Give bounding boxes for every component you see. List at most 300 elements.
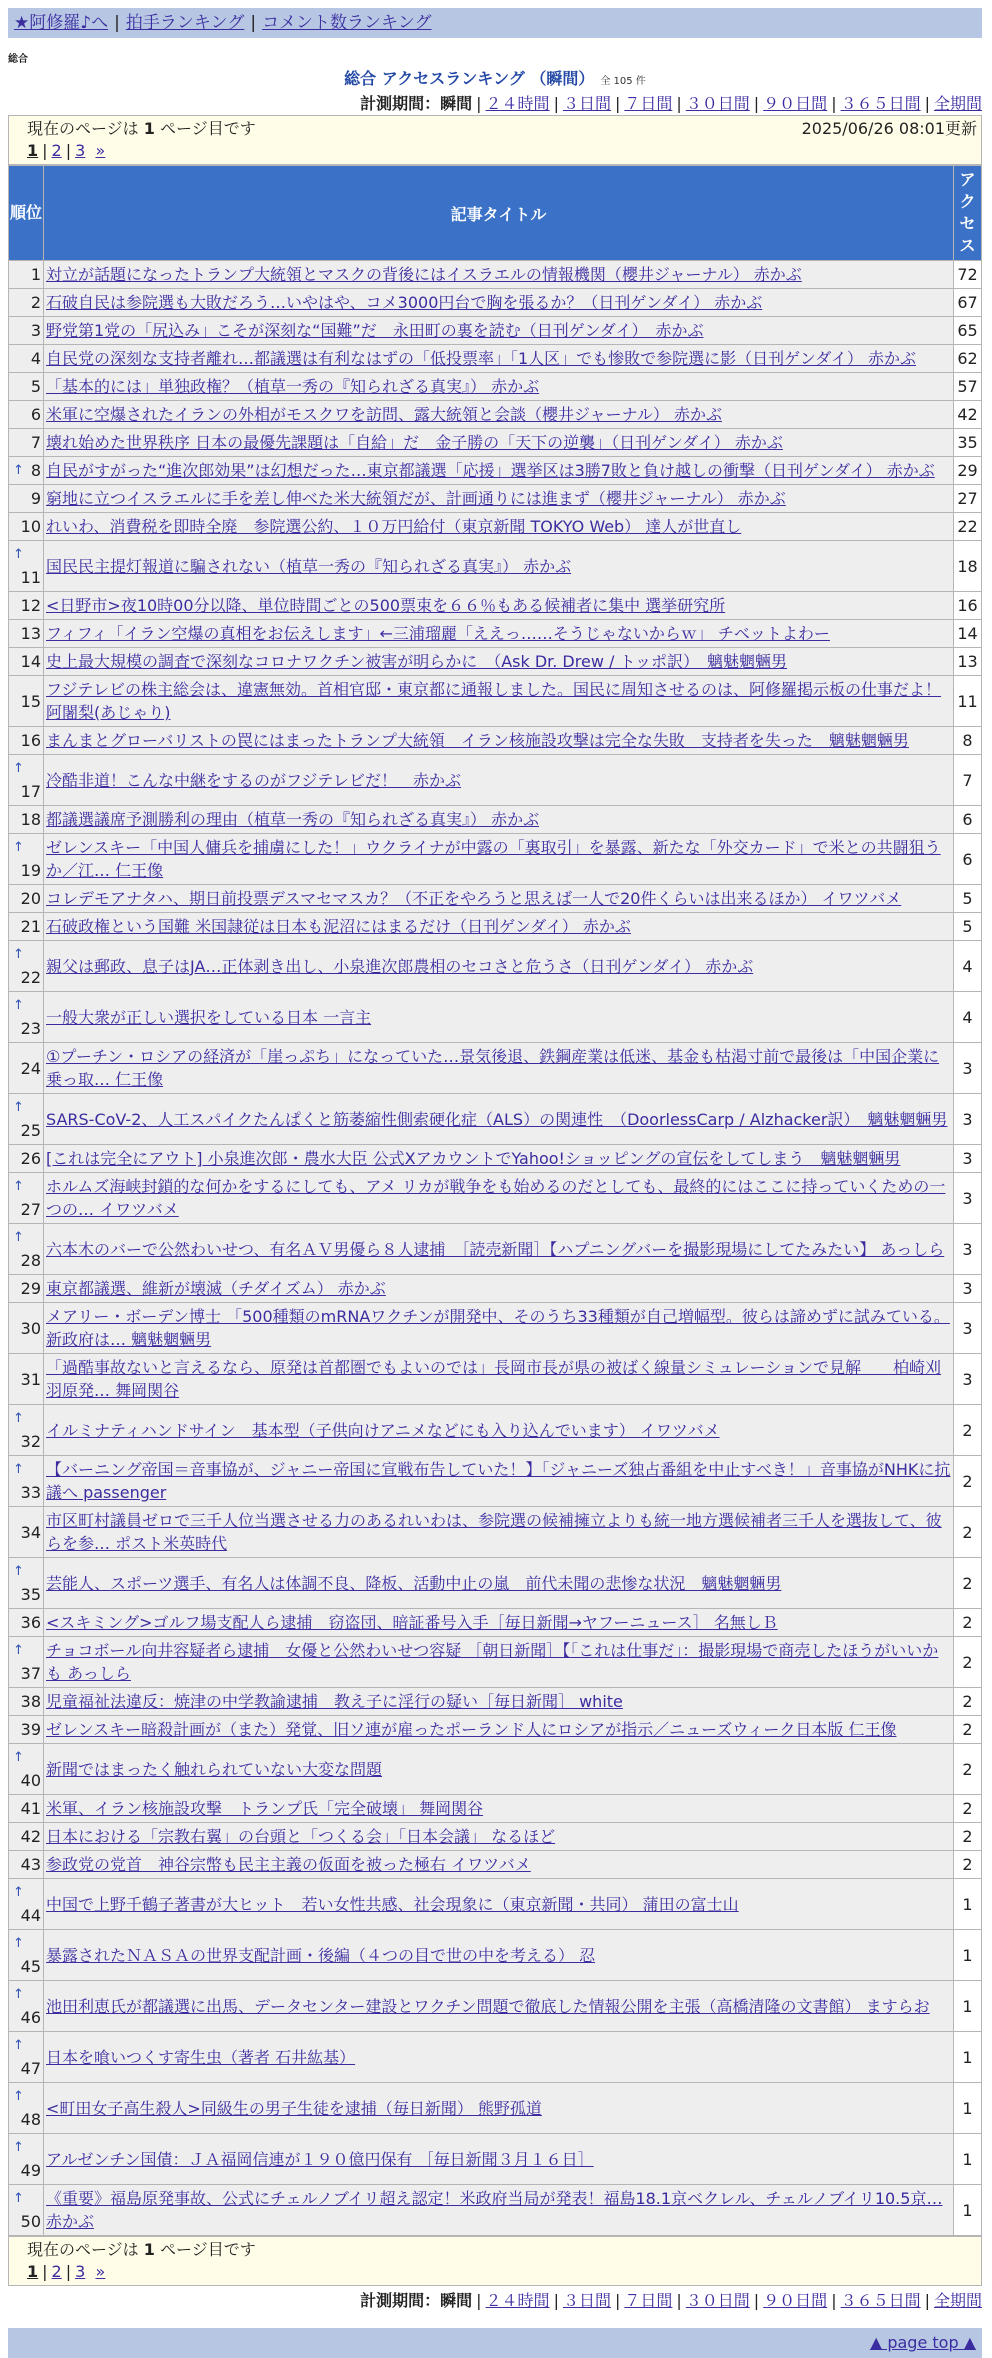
- rank-number: 44: [20, 1906, 41, 1925]
- rank-cell: [9, 2185, 44, 2236]
- rank-header: 順位: [9, 166, 44, 261]
- period-separator: |: [924, 94, 930, 113]
- rank-number: 1: [30, 265, 41, 284]
- access-count: 65: [954, 317, 982, 345]
- title-cell: [44, 261, 954, 289]
- pager-separator: |: [42, 141, 48, 160]
- article-link[interactable]: 日本を喰いつくす寄生虫（著者 石井紘基）: [46, 2047, 356, 2067]
- access-count: 1: [954, 1879, 982, 1930]
- title-cell: [44, 1456, 954, 1507]
- rank-number: 37: [20, 1664, 41, 1683]
- page-title: 総合 アクセスランキング （瞬間）: [344, 69, 595, 88]
- table-row: [9, 620, 982, 648]
- access-count: 2: [954, 1507, 982, 1558]
- title-cell: [44, 992, 954, 1043]
- period-separator: |: [614, 94, 621, 113]
- access-count: 3: [954, 1303, 982, 1354]
- rank-cell: [9, 913, 44, 941]
- article-link[interactable]: 米軍、イラン核施設攻撃 トランプ氏「完全破壊」 舞岡関谷: [46, 1799, 484, 1818]
- rank-number: 30: [20, 1318, 41, 1338]
- period-link[interactable]: ２４時間: [485, 2291, 550, 2310]
- rank-cell: [9, 1716, 44, 1744]
- article-link[interactable]: 池田利恵氏が都議選に出馬、データセンター建設とワクチン問題で徹底した情報公開を主張（高橋清隆の文書館） ますらお: [46, 1996, 930, 2016]
- rank-cell: [9, 1094, 44, 1145]
- updated-timestamp: 2025/06/26 08:01更新: [801, 119, 977, 138]
- access-count: 3: [954, 1043, 982, 1094]
- table-row: [9, 806, 982, 834]
- pager-link[interactable]: 3: [75, 141, 86, 160]
- rank-number: 8: [30, 461, 41, 480]
- title-cell: [44, 1354, 954, 1405]
- title-cell: [44, 676, 954, 727]
- access-count: 62: [954, 345, 982, 373]
- period-link[interactable]: ３０日間: [685, 94, 750, 113]
- article-link[interactable]: イルミナティハンドサイン 基本型（子供向けアニメなどにも入り込んでいます） イワツバメ: [46, 1420, 720, 1440]
- title-cell: [44, 1795, 954, 1823]
- rank-cell: [9, 261, 44, 289]
- title-cell: [44, 289, 954, 317]
- rank-cell: [9, 1043, 44, 1094]
- period-link[interactable]: ７日間: [624, 2291, 673, 2310]
- rank-number: 49: [20, 2161, 41, 2180]
- access-count: 57: [954, 373, 982, 401]
- rank-cell: [9, 1145, 44, 1173]
- rank-cell: [9, 373, 44, 401]
- table-row: [9, 2134, 982, 2185]
- rank-number: 18: [20, 810, 41, 829]
- access-count: 2: [954, 1795, 982, 1823]
- title-cell: [44, 2083, 954, 2134]
- rank-number: 39: [20, 1720, 41, 1739]
- rank-cell: [9, 885, 44, 913]
- title-cell: [44, 1507, 954, 1558]
- title-cell: [44, 648, 954, 676]
- rank-cell: [9, 485, 44, 513]
- rank-number: 34: [20, 1522, 41, 1542]
- up-arrow-icon: ↑: [13, 1936, 24, 1951]
- page-info-box-bottom: [8, 2236, 982, 2286]
- title-cell: [44, 1145, 954, 1173]
- period-separator: |: [476, 94, 482, 113]
- article-link[interactable]: 「過酷事故ないと言えるなら、原発は首都圏でもよいのでは」長岡市長が県の被ばく線量シミュレーションで見解 柏崎刈羽原発… 舞岡関谷: [46, 1358, 942, 1400]
- up-arrow-icon: ↑: [13, 463, 24, 478]
- title-cell: [44, 1688, 954, 1716]
- article-link[interactable]: アルゼンチン国債：ＪＡ福岡信連が１９０億円保有 ［毎日新聞３月１６日］: [46, 2149, 594, 2169]
- current-page-text: 現在のページは 1 ページ目です: [27, 2240, 256, 2259]
- rank-number: 3: [30, 321, 41, 340]
- title-cell: [44, 727, 954, 755]
- nav-separator: |: [114, 13, 120, 33]
- rank-number: 24: [20, 1058, 41, 1078]
- title-cell: [44, 513, 954, 541]
- rank-number: 47: [20, 2059, 41, 2078]
- rank-cell: [9, 941, 44, 992]
- nav-separator: |: [250, 13, 257, 33]
- access-count: 29: [954, 457, 982, 485]
- rank-cell: [9, 1173, 44, 1224]
- article-link[interactable]: 《重要》福島原発事故、公式にチェルノブイリ超え認定！米政府当局が発表！福島18.1京ベクレル、チェルノブイリ10.5京… 赤かぶ: [46, 2189, 943, 2231]
- article-link[interactable]: 市区町村議員ゼロで三千人位当選させる力のあるれいわは、参院選の候補擁立よりも統一地方選候補者三千人を選抜して、彼らを参… ポスト米英時代: [46, 1511, 942, 1553]
- article-link[interactable]: <日野市>夜10時00分以降、単位時間ごとの500票束を６６％もある候補者に集中 選挙研究所: [46, 596, 726, 615]
- period-separator: |: [753, 94, 760, 113]
- article-link[interactable]: 「基本的には」単独政権？（植草一秀の『知られざる真実』） 赤かぶ: [46, 377, 540, 396]
- rank-number: 27: [20, 1200, 41, 1219]
- rank-cell: [9, 1879, 44, 1930]
- article-link[interactable]: 野党第1党の「尻込み」こそが深刻な“国難”だ 永田町の裏を読む（日刊ゲンダイ） 赤かぶ: [46, 321, 704, 340]
- rank-number: 15: [20, 691, 41, 711]
- access-count: 35: [954, 429, 982, 457]
- access-count: 4: [954, 992, 982, 1043]
- table-row: [9, 1609, 982, 1637]
- rank-cell: [9, 1275, 44, 1303]
- access-count: 42: [954, 401, 982, 429]
- period-link[interactable]: ２４時間: [485, 94, 550, 113]
- table-row: [9, 1930, 982, 1981]
- rank-cell: [9, 457, 44, 485]
- table-row: [9, 676, 982, 727]
- article-link[interactable]: メアリー・ボーデン博士 「500種類のmRNAワクチンが開発中、そのうち33種類が自己増幅型。彼らは諦めずに試みている。新政府は… 魑魅魍魎男: [46, 1307, 950, 1349]
- access-count: 7: [954, 755, 982, 806]
- access-count: 2: [954, 1851, 982, 1879]
- article-link[interactable]: 親父は郵政、息子はJA…正体剥き出し、小泉進次郎農相のセコさと危うさ（日刊ゲンダイ） 赤かぶ: [46, 956, 754, 976]
- title-cell: [44, 1275, 954, 1303]
- article-link[interactable]: 対立が話題になったトランプ大統領とマスクの背後にはイスラエルの情報機関（櫻井ジャーナル） 赤かぶ: [46, 265, 802, 284]
- access-count: 1: [954, 2083, 982, 2134]
- rank-cell: [9, 806, 44, 834]
- rank-number: 50: [20, 2212, 41, 2231]
- access-count: 3: [954, 1275, 982, 1303]
- access-count: 2: [954, 1716, 982, 1744]
- rank-number: 25: [20, 1121, 41, 1140]
- access-count: 2: [954, 1405, 982, 1456]
- article-link[interactable]: [これは完全にアウト] 小泉進次郎・農水大臣 公式XアカウントでYahoo!ショッピングの宣伝をしてしまう 魑魅魍魎男: [46, 1149, 901, 1168]
- title-cell: [44, 2185, 954, 2236]
- table-row: [9, 1173, 982, 1224]
- rank-number: 38: [20, 1692, 41, 1711]
- title-cell: [44, 1823, 954, 1851]
- rank-cell: [9, 513, 44, 541]
- rank-cell: [9, 1823, 44, 1851]
- up-arrow-icon: ↑: [13, 2140, 24, 2155]
- article-link[interactable]: ゼレンスキー「中国人傭兵を捕虜にした！」ウクライナが中露の「裏取引」を暴露、新たな「外交カード」で米との共闘狙うか／江… 仁王像: [46, 838, 941, 880]
- article-link[interactable]: 児童福祉法違反：焼津の中学教諭逮捕 教え子に淫行の疑い［毎日新聞］ white: [46, 1692, 623, 1711]
- article-link[interactable]: ホルムズ海峡封鎖的な何かをするにしても、アメ リカが戦争をも始めるのだとしても、最終的にはここに持っていくための一つの… イワツバメ: [46, 1177, 946, 1219]
- title-cell: [44, 1637, 954, 1688]
- title-cell: [44, 1981, 954, 2032]
- article-link[interactable]: 自民がすがった“進次郎効果”は幻想だった…東京都議選「応援」選挙区は3勝7敗と負け越しの衝撃（日刊ゲンダイ） 赤かぶ: [46, 461, 935, 480]
- table-row: [9, 885, 982, 913]
- article-link[interactable]: まんまとグローバリストの罠にはまったトランプ大統領 イラン核施設攻撃は完全な失敗 支持者を失った 魑魅魍魎男: [46, 731, 909, 750]
- rank-number: 29: [20, 1279, 41, 1298]
- rank-number: 46: [20, 2008, 41, 2027]
- total-count: 全 105 件: [600, 76, 646, 87]
- table-row: [9, 401, 982, 429]
- title-cell: [44, 1558, 954, 1609]
- rank-cell: [9, 1354, 44, 1405]
- rank-number: 43: [20, 1855, 41, 1874]
- table-row: [9, 317, 982, 345]
- rank-cell: [9, 541, 44, 592]
- table-row: [9, 429, 982, 457]
- rank-number: 26: [20, 1149, 41, 1168]
- title-header: 記事タイトル: [44, 166, 954, 261]
- access-count: 5: [954, 913, 982, 941]
- up-arrow-icon: ↑: [13, 1643, 24, 1658]
- period-link[interactable]: 全期間: [933, 94, 982, 113]
- pager-current: 1: [27, 141, 39, 160]
- table-row: [9, 2083, 982, 2134]
- rank-cell: [9, 1405, 44, 1456]
- pager-separator: |: [65, 141, 72, 160]
- up-arrow-icon: ↑: [13, 2089, 24, 2104]
- table-row: [9, 755, 982, 806]
- article-link[interactable]: 【バーニング帝国＝音事協が、ジャニー帝国に宣戦布告していた！】「ジャニーズ独占番組を中止すべき！」音事協がNHKに抗議へ passenger: [46, 1460, 951, 1502]
- access-count: 22: [954, 513, 982, 541]
- article-link[interactable]: フィフィ「イラン空爆の真相をお伝えします」←三浦瑠麗「ええっ……そうじゃないからｗ」 チベットよわー: [46, 624, 830, 643]
- title-cell: [44, 2134, 954, 2185]
- article-link[interactable]: <スキミング>ゴルフ場支配人ら逮捕 窃盗団、暗証番号入手［毎日新聞→ヤフーニュース］ 名無しＢ: [46, 1613, 778, 1632]
- title-cell: [44, 1609, 954, 1637]
- article-link[interactable]: 暴露されたＮＡＳＡの世界支配計画・後編（４つの目で世の中を考える） 忍: [46, 1945, 596, 1965]
- article-link[interactable]: 六本木のバーで公然わいせつ、有名ＡＶ男優ら８人逮捕 ［読売新聞］【ハプニングバーを撮影現場にしてたみたい】 あっしら: [46, 1239, 945, 1259]
- period-separator: |: [614, 2291, 621, 2310]
- title-cell: [44, 1405, 954, 1456]
- rank-cell: [9, 401, 44, 429]
- article-link[interactable]: <町田女子高生殺人>同級生の男子生徒を逮捕（毎日新聞） 熊野孤道: [46, 2098, 542, 2118]
- period-separator: |: [831, 2291, 837, 2310]
- article-link[interactable]: SARS-CoV-2、人工スパイクたんぱくと筋萎縮性側索硬化症（ALS）の関連性 （DoorlessCarp / Alzhacker訳） 魑魅魍魎男: [46, 1109, 948, 1129]
- rank-number: 40: [20, 1771, 41, 1790]
- period-link[interactable]: ９０日間: [763, 94, 828, 113]
- rank-number: 45: [20, 1957, 41, 1976]
- article-link[interactable]: ①プーチン・ロシアの経済が「崖っぷち」になっていた…景気後退、鉄鋼産業は低迷、基金も枯渇寸前で最後は「中国企業に乗っ取… 仁王像: [46, 1047, 940, 1089]
- rank-number: 17: [20, 782, 41, 801]
- article-link[interactable]: 窮地に立つイスラエルに手を差し伸べた米大統領だが、計画通りには進まず（櫻井ジャーナル） 赤かぶ: [46, 489, 786, 508]
- top-nav-bar: [8, 8, 982, 38]
- up-arrow-icon: ↑: [13, 1564, 24, 1579]
- table-row: [9, 1744, 982, 1795]
- pager-link[interactable]: 3: [75, 2262, 86, 2281]
- rank-cell: [9, 2134, 44, 2185]
- rank-cell: [9, 592, 44, 620]
- access-count: 2: [954, 1744, 982, 1795]
- period-link[interactable]: ３０日間: [685, 2291, 750, 2310]
- rank-cell: [9, 834, 44, 885]
- article-link[interactable]: コレデモアナタハ、期日前投票デスマセマスカ？（不正をやろうと思えば一人で20件くらいは出来るほか） イワツバメ: [46, 889, 902, 908]
- access-header: アクセス: [954, 166, 982, 261]
- period-separator: |: [831, 94, 837, 113]
- bottom-bar: [8, 2328, 982, 2358]
- rank-cell: [9, 727, 44, 755]
- period-link[interactable]: 全期間: [933, 2291, 982, 2310]
- rank-number: 16: [20, 731, 41, 750]
- period-link[interactable]: ７日間: [624, 94, 673, 113]
- rank-number: 35: [20, 1585, 41, 1604]
- up-arrow-icon: ↑: [13, 547, 24, 562]
- pager-link[interactable]: 2: [51, 141, 62, 160]
- article-link[interactable]: 一般大衆が正しい選択をしている日本 一言主: [46, 1007, 372, 1027]
- table-row: [9, 1558, 982, 1609]
- rank-cell: [9, 648, 44, 676]
- pager-link[interactable]: 2: [51, 2262, 62, 2281]
- article-link[interactable]: 東京都議選、維新が壊滅（チダイズム） 赤かぶ: [46, 1279, 386, 1298]
- pager-next[interactable]: »: [95, 2262, 106, 2281]
- rank-number: 19: [20, 861, 41, 880]
- title-cell: [44, 620, 954, 648]
- comment-ranking-link[interactable]: コメント数ランキング: [262, 13, 432, 33]
- access-count: 11: [954, 676, 982, 727]
- table-row: [9, 1405, 982, 1456]
- table-row: [9, 1851, 982, 1879]
- table-row: [9, 513, 982, 541]
- article-link[interactable]: 史上最大規模の調査で深刻なコロナワクチン被害が明らかに （Ask Dr. Drew / トッポ訳） 魑魅魍魎男: [46, 652, 787, 671]
- home-link[interactable]: ★阿修羅♪へ: [14, 13, 109, 33]
- article-link[interactable]: 日本における「宗教右翼」の台頭と「つくる会」「日本会議」 なるほど: [46, 1827, 556, 1846]
- period-link[interactable]: ３６５日間: [840, 94, 921, 113]
- table-row: [9, 1795, 982, 1823]
- rank-cell: [9, 755, 44, 806]
- rank-cell: [9, 620, 44, 648]
- article-link[interactable]: 冷酷非道！こんな中継をするのがフジテレビだ！ 赤かぶ: [46, 770, 462, 790]
- access-count: 14: [954, 620, 982, 648]
- article-link[interactable]: 壊れ始めた世界秩序 日本の最優先課題は「自給」だ 金子勝の「天下の逆襲」（日刊ゲンダイ） 赤かぶ: [46, 433, 783, 452]
- period-link[interactable]: ３日間: [562, 2291, 611, 2310]
- title-cell: [44, 834, 954, 885]
- table-row: [9, 1456, 982, 1507]
- article-link[interactable]: 米軍に空爆されたイランの外相がモスクワを訪問、露大統領と会談（櫻井ジャーナル） 赤かぶ: [46, 405, 722, 424]
- rank-number: 36: [20, 1613, 41, 1632]
- rank-number: 42: [20, 1827, 41, 1846]
- access-count: 6: [954, 806, 982, 834]
- pager-bottom: [27, 2261, 977, 2283]
- period-link[interactable]: ９０日間: [763, 2291, 828, 2310]
- article-link[interactable]: フジテレビの株主総会は、違憲無効。首相官邸・東京都に通報しました。国民に周知させるのは、阿修羅掲示板の仕事だよ！ 阿闍梨(あじゃり): [46, 680, 942, 722]
- table-row: [9, 2185, 982, 2236]
- period-separator: |: [924, 2291, 930, 2310]
- rank-number: 20: [20, 889, 41, 908]
- up-arrow-icon: ↑: [13, 840, 24, 855]
- pager-current: 1: [27, 2262, 39, 2281]
- article-link[interactable]: 石破政権という国難 米国隷従は日本も泥沼にはまるだけ（日刊ゲンダイ） 赤かぶ: [46, 917, 631, 936]
- article-link[interactable]: 都議選議席予測勝利の理由（植草一秀の『知られざる真実』） 赤かぶ: [46, 810, 540, 829]
- title-cell: [44, 345, 954, 373]
- title-cell: [44, 885, 954, 913]
- access-count: 1: [954, 2032, 982, 2083]
- rank-number: 9: [30, 489, 41, 508]
- period-link[interactable]: ３６５日間: [840, 2291, 921, 2310]
- table-row: [9, 1688, 982, 1716]
- period-link[interactable]: ３日間: [562, 94, 611, 113]
- title-cell: [44, 373, 954, 401]
- clap-ranking-link[interactable]: 拍手ランキング: [125, 13, 245, 33]
- title-cell: [44, 1224, 954, 1275]
- article-link[interactable]: 参政党の党首 神谷宗幣も民主主義の仮面を被った極右 イワツバメ: [46, 1855, 531, 1874]
- article-link[interactable]: 自民党の深刻な支持者離れ…都議選は有利なはずの「低投票率」「1人区」でも惨敗で参院選に影（日刊ゲンダイ） 赤かぶ: [46, 349, 916, 368]
- access-count: 2: [954, 1823, 982, 1851]
- table-row: [9, 592, 982, 620]
- access-count: 27: [954, 485, 982, 513]
- title-cell: [44, 457, 954, 485]
- access-count: 18: [954, 541, 982, 592]
- rank-cell: [9, 1930, 44, 1981]
- table-row: [9, 1716, 982, 1744]
- rank-number: 48: [20, 2110, 41, 2129]
- article-link[interactable]: れいわ、消費税を即時全廃 参院選公約、１０万円給付（東京新聞 TOKYO Web） 達人が世直し: [46, 517, 742, 536]
- rank-cell: [9, 1688, 44, 1716]
- table-row: [9, 648, 982, 676]
- article-link[interactable]: ゼレンスキー暗殺計画が（また）発覚、旧ソ連が雇ったポーランド人にロシアが指示／ニューズウィーク日本版 仁王像: [46, 1720, 897, 1739]
- article-link[interactable]: 中国で上野千鶴子著書が大ヒット 若い女性共感、社会現象に（東京新聞・共同） 蒲田の富士山: [46, 1894, 739, 1914]
- table-row: [9, 727, 982, 755]
- table-row: [9, 261, 982, 289]
- rank-cell: [9, 317, 44, 345]
- rank-cell: [9, 429, 44, 457]
- up-arrow-icon: ↑: [13, 1179, 24, 1194]
- table-row: [9, 1354, 982, 1405]
- rank-number: 13: [20, 624, 41, 643]
- access-count: 1: [954, 1930, 982, 1981]
- access-count: 1: [954, 2134, 982, 2185]
- article-link[interactable]: 芸能人、スポーツ選手、有名人は体調不良、降板、活動中止の嵐 前代未聞の悲惨な状況 魑魅魍魎男: [46, 1573, 782, 1593]
- article-link[interactable]: 石破自民は参院選も大敗だろう…いやはや、コメ3000円台で胸を張るか？（日刊ゲンダイ） 赤かぶ: [46, 293, 763, 312]
- pager: [27, 140, 977, 162]
- up-arrow-icon: ↑: [13, 1987, 24, 2002]
- table-row: [9, 289, 982, 317]
- rank-number: 41: [20, 1799, 41, 1818]
- article-link[interactable]: 国民民主提灯報道に騙されない（植草一秀の『知られざる真実』） 赤かぶ: [46, 556, 572, 576]
- title-cell: [44, 1716, 954, 1744]
- access-count: 6: [954, 834, 982, 885]
- period-separator: |: [753, 2291, 760, 2310]
- rank-cell: [9, 1507, 44, 1558]
- title-cell: [44, 806, 954, 834]
- access-count: 13: [954, 648, 982, 676]
- rank-number: 33: [20, 1483, 41, 1502]
- up-arrow-icon: ↑: [13, 947, 24, 962]
- title-cell: [44, 1173, 954, 1224]
- page-top-link[interactable]: ▲ page top ▲: [869, 2333, 976, 2352]
- rank-number: 14: [20, 652, 41, 671]
- article-link[interactable]: 新聞ではまったく触れられていない大変な問題: [46, 1759, 383, 1779]
- rank-number: 22: [20, 968, 41, 987]
- rank-cell: [9, 2083, 44, 2134]
- page-info-box: [8, 115, 982, 165]
- rank-number: 7: [30, 433, 41, 452]
- title-cell: [44, 592, 954, 620]
- table-row: [9, 992, 982, 1043]
- table-row: [9, 485, 982, 513]
- rank-number: 23: [20, 1019, 41, 1038]
- table-row: [9, 1303, 982, 1354]
- title-cell: [44, 913, 954, 941]
- access-count: 1: [954, 1981, 982, 2032]
- access-count: 5: [954, 885, 982, 913]
- table-row: [9, 541, 982, 592]
- rank-cell: [9, 676, 44, 727]
- up-arrow-icon: ↑: [13, 998, 24, 1013]
- section-label: 総合: [8, 54, 28, 65]
- rank-number: 32: [20, 1432, 41, 1451]
- title-cell: [44, 1744, 954, 1795]
- table-row: [9, 1043, 982, 1094]
- period-label: 計測期間：: [360, 2291, 441, 2310]
- access-count: 2: [954, 1688, 982, 1716]
- access-count: 3: [954, 1173, 982, 1224]
- article-link[interactable]: チョコボール向井容疑者ら逮捕 女優と公然わいせつ容疑 ［朝日新聞］【「これは仕事だ」：撮影現場で商売したほうがいいかも あっしら: [46, 1641, 939, 1683]
- up-arrow-icon: ↑: [13, 1100, 24, 1115]
- table-row: [9, 457, 982, 485]
- pager-next[interactable]: »: [95, 141, 106, 160]
